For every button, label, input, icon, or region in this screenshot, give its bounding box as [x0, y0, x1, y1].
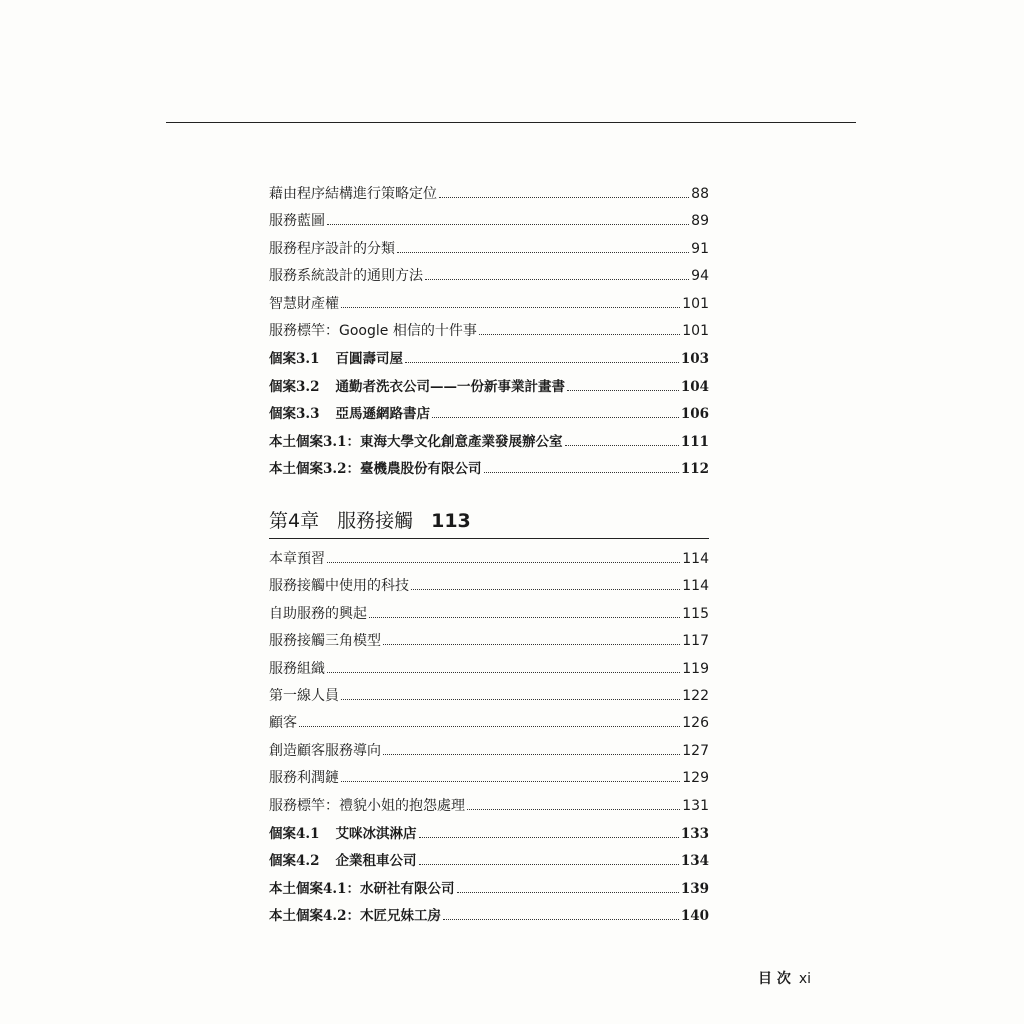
toc-entry-title: 企業租車公司: [335, 853, 417, 870]
toc-entry-page: 126: [682, 715, 709, 732]
dot-leader: [327, 224, 689, 225]
toc-entry-title: 本章預習: [269, 551, 325, 567]
dot-leader: [299, 726, 680, 727]
toc-entry-label: [269, 849, 417, 869]
toc-entry[interactable]: [269, 767, 709, 794]
dot-leader: [341, 699, 680, 700]
dot-leader: [479, 334, 680, 335]
dot-leader: [443, 919, 679, 920]
toc-entry[interactable]: [269, 712, 709, 739]
toc-entry-title: 本土個案4.2：木匠兄妹工房: [269, 908, 441, 925]
toc-entry-title: 服務接觸中使用的科技: [269, 578, 409, 595]
toc-entry-label: [269, 210, 325, 230]
toc-entry-label: [269, 457, 482, 477]
toc-entry-title: 通勤者洗衣公司——一份新事業計畫書: [335, 378, 565, 395]
toc-entry-page: 91: [691, 240, 709, 257]
toc-entry-title: 自助服務的興起: [269, 605, 367, 622]
dot-leader: [567, 390, 679, 391]
toc-entry-title: 服務標竿：禮貌小姐的抱怨處理: [269, 797, 465, 814]
toc-entry-title: 服務組織: [269, 660, 325, 677]
toc-section-chapter-4: [269, 548, 709, 931]
chapter-heading[interactable]: [269, 506, 709, 533]
toc-entry-title: 藉由程序結構進行策略定位: [269, 186, 437, 202]
dot-leader: [341, 781, 680, 782]
toc-entry-page: 94: [691, 268, 709, 285]
dot-leader: [439, 197, 689, 198]
toc-entry-label: [269, 630, 381, 650]
toc-entry[interactable]: [269, 904, 709, 931]
dot-leader: [383, 644, 680, 645]
toc-entry-label: [269, 548, 325, 568]
toc-entry[interactable]: [269, 347, 709, 374]
toc-entry-page: 131: [682, 797, 709, 814]
toc-entry-title: 本土個案3.1：東海大學文化創意產業發展辦公室: [269, 433, 563, 450]
dot-leader: [383, 754, 680, 755]
toc-entry[interactable]: [269, 265, 709, 292]
dot-leader: [419, 837, 679, 838]
toc-entry-label: [269, 347, 403, 367]
toc-entry-title: 本土個案3.2：臺機農股份有限公司: [269, 460, 482, 477]
chapter-page: 113: [431, 510, 471, 532]
toc-entry[interactable]: [269, 457, 709, 484]
toc-entry-page: 127: [682, 742, 709, 759]
toc-entry-label: [269, 740, 381, 760]
toc-entry-title: 服務利潤鏈: [269, 770, 339, 787]
toc-entry-title: 服務系統設計的通則方法: [269, 268, 423, 285]
toc-entry-page: 140: [680, 908, 709, 925]
toc-entry-page: 139: [680, 880, 709, 897]
toc-entry-label: [269, 375, 565, 395]
toc-entry-page: 122: [682, 687, 709, 704]
toc-entry-label: [269, 822, 417, 842]
toc-entry-label: [269, 877, 455, 897]
toc-entry-page: 104: [680, 378, 709, 395]
toc-entry[interactable]: [269, 849, 709, 876]
toc-entry-page: 106: [680, 406, 709, 423]
dot-leader: [405, 362, 679, 363]
toc-entry-page: 114: [682, 551, 709, 567]
dot-leader: [425, 279, 689, 280]
toc-entry[interactable]: [269, 877, 709, 904]
toc-entry-page: 115: [682, 605, 709, 622]
toc-entry-title: 服務藍圖: [269, 213, 325, 230]
dot-leader: [484, 472, 679, 473]
chapter-rule: [269, 538, 709, 539]
toc-entry-title: 第一線人員: [269, 687, 339, 704]
dot-leader: [327, 672, 680, 673]
toc-entry-title: 創造顧客服務導向: [269, 742, 381, 759]
toc-entry[interactable]: [269, 320, 709, 347]
toc-entry-title: 艾咪冰淇淋店: [335, 825, 417, 842]
toc-entry-page: 88: [691, 186, 709, 202]
toc-entry[interactable]: [269, 740, 709, 767]
footer-section-label: 目 次: [758, 971, 791, 987]
toc-entry-title: 智慧財產權: [269, 295, 339, 312]
toc-entry-title: 服務程序設計的分類: [269, 240, 395, 257]
toc-entry-label: [269, 238, 395, 258]
toc-entry-title: 百圓壽司屋: [335, 351, 403, 368]
toc-entry-label: [269, 320, 477, 340]
case-number: 個案3.1: [269, 351, 320, 368]
toc-entry-page: 101: [682, 295, 709, 312]
toc-entry-page: 112: [680, 460, 709, 477]
dot-leader: [565, 445, 679, 446]
toc-entry[interactable]: [269, 822, 709, 849]
toc-section-chapter-3: [269, 183, 709, 484]
toc-entry-page: 119: [682, 660, 709, 677]
toc-entry[interactable]: [269, 685, 709, 712]
toc-entry-page: 129: [682, 770, 709, 787]
toc-entry-label: [269, 183, 437, 203]
dot-leader: [457, 892, 679, 893]
toc-entry-title: 服務接觸三角模型: [269, 633, 381, 650]
toc-entry[interactable]: [269, 548, 709, 575]
toc-entry[interactable]: [269, 183, 709, 210]
case-number: 個案4.1: [269, 825, 320, 842]
toc-entry[interactable]: [269, 210, 709, 237]
dot-leader: [411, 589, 680, 590]
dot-leader: [369, 617, 680, 618]
toc-entry[interactable]: [269, 603, 709, 630]
dot-leader: [467, 809, 680, 810]
toc-entry-page: 133: [680, 825, 709, 842]
case-number: 個案3.3: [269, 406, 320, 423]
page-footer: [758, 968, 811, 988]
toc-entry-title: 本土個案4.1：水研社有限公司: [269, 880, 455, 897]
toc-entry-page: 134: [680, 853, 709, 870]
toc-entry-page: 103: [680, 351, 709, 368]
toc-entry[interactable]: [269, 630, 709, 657]
toc-entry-label: [269, 795, 465, 815]
dot-leader: [397, 252, 689, 253]
toc-entry[interactable]: [269, 575, 709, 602]
case-number: 個案3.2: [269, 378, 320, 395]
toc-entry-page: 111: [680, 433, 709, 450]
toc-entry[interactable]: [269, 658, 709, 685]
toc-entry[interactable]: [269, 402, 709, 429]
chapter-title: 服務接觸: [337, 510, 414, 532]
toc-entry-title: 服務標竿：Google 相信的十件事: [269, 322, 477, 339]
toc-entry-label: [269, 658, 325, 678]
toc-entry-page: 101: [682, 322, 709, 339]
toc-entry[interactable]: [269, 795, 709, 822]
toc-entry-page: 89: [691, 213, 709, 230]
case-number: 個案4.2: [269, 853, 320, 870]
toc-entry-label: [269, 685, 339, 705]
toc-entry[interactable]: [269, 238, 709, 265]
header-rule: [166, 122, 856, 123]
toc-entry-page: 117: [682, 633, 709, 650]
toc-entry-label: [269, 575, 409, 595]
toc-entry-label: [269, 293, 339, 313]
chapter-number: 第4章: [269, 510, 320, 532]
dot-leader: [419, 864, 679, 865]
dot-leader: [341, 307, 680, 308]
toc-entry-label: [269, 265, 423, 285]
toc-entry-title: 顧客: [269, 715, 297, 732]
toc-entry-label: [269, 767, 339, 787]
toc-entry-label: [269, 904, 441, 924]
footer-page-number: xi: [798, 971, 812, 987]
toc-entry-label: [269, 712, 297, 732]
toc-entry-label: [269, 402, 430, 422]
toc-entry-label: [269, 603, 367, 623]
dot-leader: [327, 562, 680, 563]
dot-leader: [432, 417, 679, 418]
toc-entry-page: 114: [682, 578, 709, 595]
toc-entry[interactable]: [269, 375, 709, 402]
toc-entry[interactable]: [269, 293, 709, 320]
toc-entry[interactable]: [269, 430, 709, 457]
toc-entry-label: [269, 430, 563, 450]
toc-entry-title: 亞馬遜網路書店: [335, 406, 430, 423]
